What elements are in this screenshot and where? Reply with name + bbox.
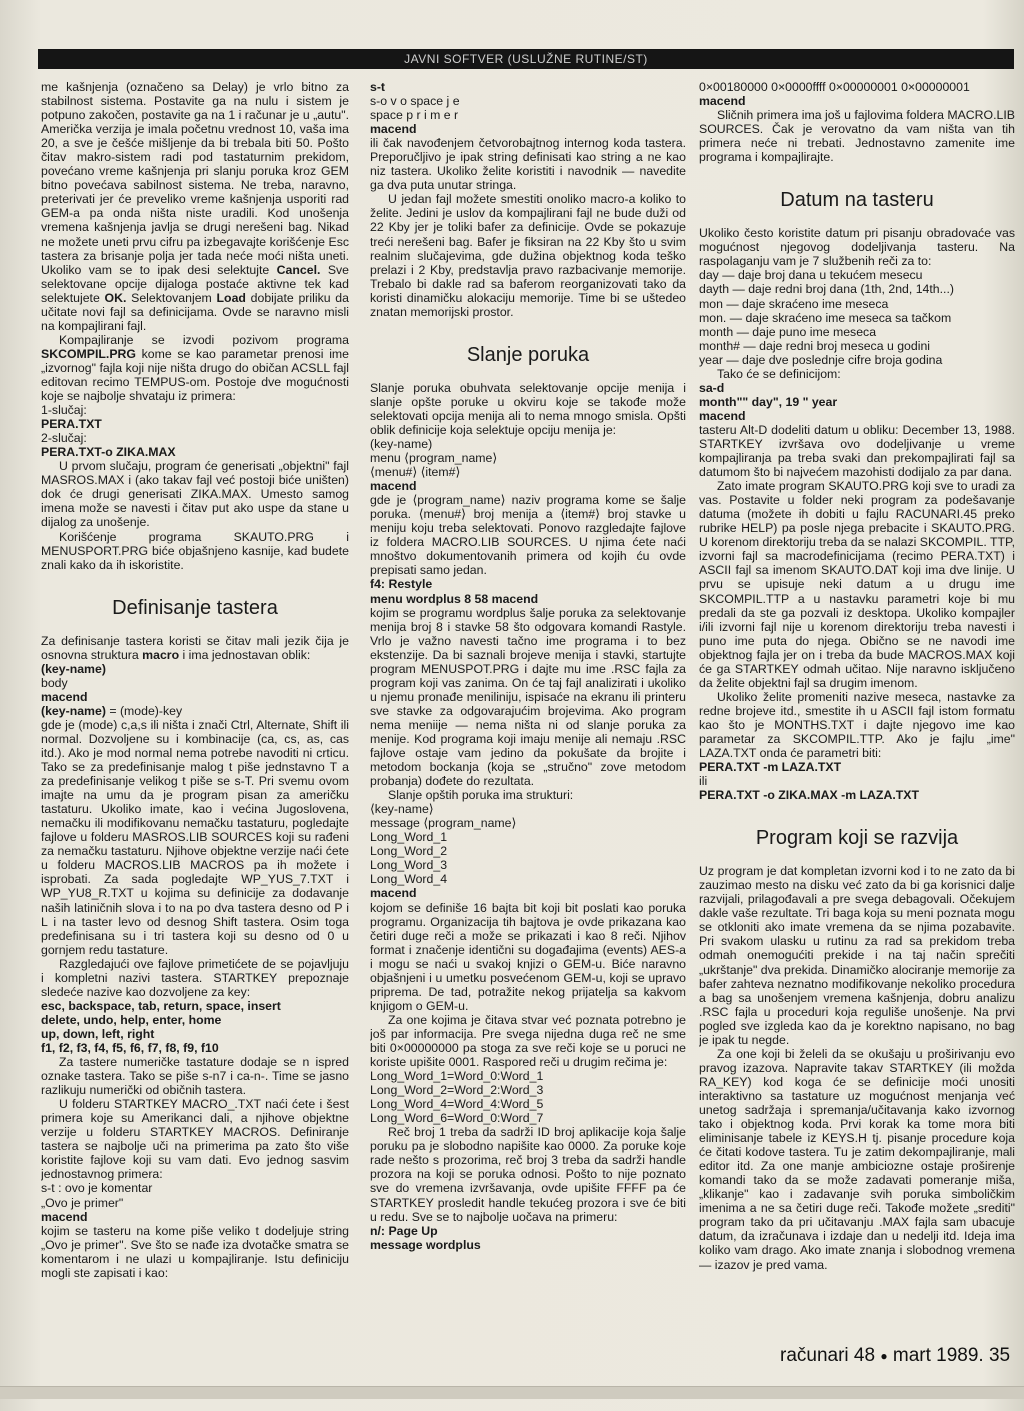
key-list: up, down, left, right — [41, 1026, 155, 1041]
code-line: Long_Word_2 — [370, 844, 448, 859]
section-heading: Slanje poruka — [466, 343, 590, 366]
code-line: Long_Word_2=Word_2:Word_3 — [370, 1083, 544, 1098]
code-line: „Ovo je primer" — [41, 1195, 124, 1210]
case-label: 1-slučaj: — [41, 403, 87, 418]
code-line: sa-d — [699, 380, 725, 395]
case-value: PERA.TXT — [41, 417, 102, 432]
code-line: space p r i m e r — [370, 108, 459, 123]
keyword-line: dayth — daje redni broj dana (1th, 2nd, 14th...) — [699, 282, 954, 297]
paragraph: tasteru Alt-D dodeliti datum u obliku: December 13, 1988. STARTKEY izvršava ovo dodeljivanje u vreme kompajliranja pa treba svaki dan prekompajlirati fajl sa datumom što bi najvećem mazohisti dodijalo za par dana. — [699, 422, 1015, 480]
code-line: PERA.TXT -o ZIKA.MAX -m LAZA.TXT — [699, 788, 919, 803]
paragraph: Tako će se definicijom: — [717, 366, 841, 381]
code-line: macend — [41, 689, 88, 704]
keyword-line: month — daje puno ime meseca — [699, 324, 877, 339]
code-line: (key-name) — [41, 661, 106, 676]
case-label: 2-slučaj: — [41, 431, 87, 446]
keyword-line: day — daje broj dana u tekućem mesecu — [699, 268, 923, 283]
section-heading: Datum na tasteru — [780, 189, 934, 212]
code-line: s-t — [370, 80, 386, 94]
code-line: menu ⟨program_name⟩ — [370, 451, 498, 466]
code-line: body — [41, 675, 68, 690]
paragraph: Reč broj 1 treba da sadrži ID broj aplikacije koja šalje poruku pa je slobodno napišite kao 0000. Za poruke koje rade nešto s prozorima, reč broj 3 treba da sadrži handle prozora na koji se poruka odnosi. Pošto to nije poznato sve do vremena izvršavanja, ovde upišite FFFF pa će STARTKEY prosledit handle tekućeg prozora i sve će biti u redu. Sve se to najbolje uočava na primeru: — [370, 1125, 686, 1224]
code-line: ⟨menu#⟩ ⟨item#⟩ — [370, 465, 461, 480]
code-line: Long_Word_3 — [370, 858, 448, 873]
code-line: macend — [41, 1209, 88, 1224]
paragraph: U folderu STARTKEY MACRO_.TXT naći ćete i šest primera koje su Amerikanci dali, a njihove objektne verzije u folderu STARTKEY MACROS. Definiranje tastera se najbolje uči na primerima pa zato što više koristite fajlove koji su vam dati. Evo jednog sasvim jednostavnog primera: — [41, 1097, 349, 1182]
paragraph: Ukoliko često koristite datum pri pisanju obradovaće vas mogućnost njegovog dodeljivanja tasteru. Na raspolaganju vam je 7 službenih reči za to: — [699, 226, 1015, 269]
paragraph: gde je (mode) c,a,s ili ništa i znači Ctrl, Alternate, Shift ili normal. Dozvoljene su i kombinacije (ca, cs, as, cas itd.). Ako je mod normal nema potrebe navoditi ni crticu. Tako se za predefinisanje malog t piše jednstavno T a za predefinisanje velikog t piše se s-T. Pri svemu ovom imajte na umu da je program pisan za američku tastaturu. Ukoliko imate, kao i većina Jugoslovena, nemačku ili modifikovanu nemačku tastaturu, pogledajte fajlove u folderu MASROS.LIB SOURCES koji su rađeni za nemačku tastaturu. Njihove objektne verzije naći ćete u folderu MACROS.LIB MACROS pa ih možete i isprobati. Za sada pogledajte WP_YUS_7.TXT i WP_YU8_R.TXT u kojima su definicije za dodavanje naših latiničnih slova i to na po dva tastera desno od P i L i na taster levo od desnog Shift tastera. Osim toga predefinisana su i tri tastera koji su desno od 0 u gornjem redu tastature. — [41, 717, 349, 957]
page-number: 35 — [988, 1345, 1011, 1366]
code-line: n/: Page Up — [370, 1223, 438, 1238]
key-list: delete, undo, help, enter, home — [41, 1012, 222, 1027]
paragraph: Slanje opštih poruka ima strukturi: — [388, 788, 574, 803]
paragraph: Za definisanje tastera koristi se čitav mali jezik čija je osnovna struktura macro i ima jednostavan oblik: — [41, 633, 349, 662]
paragraph: ili čak navođenjem četvorobajtnog internog koda tastera. Preporučljivo je ipak string definisati kao string a ne kao niz tastera. Ukoliko želite koristiti i navodnik — navedite ga dva puta unutar stringa. — [370, 136, 686, 193]
column-1 — [41, 80, 349, 1380]
code-line: 0×00180000 0×0000ffff 0×00000001 0×00000001 — [699, 80, 970, 94]
code-line: (key-name) — [370, 436, 433, 451]
code-line: Long_Word_4=Word_4:Word_5 — [370, 1097, 544, 1112]
section-heading: Program koji se razvija — [755, 827, 959, 850]
code-line: macend — [699, 408, 746, 423]
code-line: s-o v o space j e — [370, 94, 460, 109]
code-line: macend — [370, 122, 417, 137]
paragraph: kojom se definiše 16 bajta bit koji bit poslati kao poruka programu. Organizacija tih bajtova je ovde prikazana kao četiri duge reči a može se prikazati i kao 8 reči. Njihov format i značenje identični su događajima (events) AES-a i mogu se naći u svakoj knjizi o GEM-u. Biće naravno objašnjeni i u umetku posvećenom GEM-u, koji se upravo priprema. De tad, potražite nekog prijatelja sa kakvom knjigom o GEM-u. — [370, 900, 686, 1013]
code-line: ili — [699, 774, 708, 789]
key-list: esc, backspace, tab, return, space, insert — [41, 998, 281, 1013]
paragraph: Kompajliranje se izvodi pozivom programa SKCOMPIL.PRG kome se kao parametar prenosi ime „izvornog" fajla koji nije ništa drugo do običan ACSLL fajl editovan recimo TEMPUS-om. Postoje dve mogućnosti koje se najbolje shvataju iz primera: — [41, 332, 349, 404]
page-edge — [0, 1386, 1024, 1399]
issue-date: mart 1989. — [892, 1345, 984, 1366]
code-line: month"" day", 19 " year — [699, 394, 838, 409]
section-header: JAVNI SOFTVER (USLUŽNE RUTINE/ST) — [38, 49, 1014, 69]
paragraph: kojim se tasteru na kome piše veliko t dodeljuje string „Ovo je primer". Sve što se nađe iza dvotačke smatra se komentarom i ne ulazi u kompajliranje. Istu definiciju mogli ste zapisati i kao: — [41, 1223, 349, 1280]
key-list: f1, f2, f3, f4, f5, f6, f7, f8, f9, f10 — [41, 1041, 219, 1055]
paragraph: Za tastere numeričke tastature dodaje se n ispred oznake tastera. Tako se piše s-n7 i ca-n-. Time se jasno razlikuju numerički od običnih tastera. — [41, 1055, 349, 1098]
code-line: s-t : ovo je komentar — [41, 1181, 153, 1196]
bullet-icon: ● — [880, 1348, 888, 1363]
keyword-line: month# — daje redni broj meseca u godini — [699, 338, 931, 353]
code-line: Long_Word_1=Word_0:Word_1 — [370, 1069, 544, 1084]
paragraph: Slanje poruka obuhvata selektovanje opcije menija i slanje opšte poruke u okviru koje se takođe može selektovati opcija menija ali to nema mnogo smisla. Opšti oblik definicije koja selektuje opciju menija je: — [370, 380, 686, 437]
column-3 — [699, 80, 1015, 1380]
paragraph: kojim se programu wordplus šalje poruka za selektovanje menija broj 8 i stavke 58 što odgovara komandi Rastyle. Vrlo je važno navesti tačno ime programa i to bez ekstenzije. Da bi saznali brojeve menija i stavki, startujte program MENUSPOT.PRG i dajte mu ime .RSC fajla za program koji vas zanima. On će taj fajl analizirati i ukoliko u njemu pronađe meniliniju, ispisaće na ekranu ili printeru sve stavke za odgovarajućim brojevima. Ako program nema meniije — nema ništa ni od slanje poruka za menije. Kod programa koji imaju menije ali nemaju .RSC fajlove ostaje vam jedino da pokušate da brojite i metodom bockanja (koja se „stručno" zove metodom probanja) dođete do rezultata. — [370, 605, 686, 789]
paragraph: Sličnih primera ima još u fajlovima foldera MACRO.LIB SOURCES. Čak je verovatno da vam ništa van tih primera neće ni trebati. Jednostavno zamenite ime programa i kompajlirajte. — [699, 108, 1015, 165]
code-line: Long_Word_4 — [370, 872, 448, 887]
code-line: (key-name) = (mode)-key — [41, 703, 183, 718]
paragraph: U jedan fajl možete smestiti onoliko macro-a koliko to želite. Jedini je uslov da kompajlirani fajl ne bude duži od 22 Kby jer je toliki bafer za definicije. Ovde se pokazuje treći nerešeni bag. Bafer je fiksiran na 22 Kby što u svim realnim slučajevima, gde dužina objektnog koda teško prelazi i 2 Kby, predstavlja pravo razbacivanje memorije. Trebalo bi dakle rad sa baferom reorganizovati tako da koristi dinamičku alokaciju memorije. Time bi se uštedeo znatan memorijski prostor. — [370, 192, 686, 319]
code-line: message ⟨program_name⟩ — [370, 816, 517, 831]
paragraph: Ukoliko želite promeniti nazive meseca, nastavke za redne brojeve itd., smestite ih u ASCII fajl istom formatu kao što je MONTHS.TXT i dajte njegovo ime kao parametar za SKCOMPIL.TTP. Ako je fajlu „ime" LAZA.TXT onda će parametri biti: — [699, 689, 1015, 761]
paragraph: Za one koji bi želeli da se okušaju u proširivanju evo pravog izazova. Napravite takav STARTKEY (ili možda RA_KEY) kod koga će se definicije moći unositi interaktivno sa tastature uz mogućnost menjanja već unetog sadržaja i spremanja/učitavanja kako izvornog tako i objektnog koda. Prvi korak ka tome mora biti eliminisanje tabele iz KEYS.H tj. pisanje procedure koja će čitati kodove tastera. Tu je zatim dekompajliranje, mali editor itd. Za one manje ambiciozne ostaje proširenje komandi tako da se može zadavati pomeranje miša, „klikanje" kao i zadavanje svih poruka simboličkim imenima a ne sa četiri duge reči. Takođe možete „srediti" program tako da pri učitavanju .MAX fajla sam ubacuje datum, da izračunava i izdaje dan u nedelji itd. Ideja ima koliko vam drago. Ako imate znanja i slobodnog vremena — izazov je pred vama. — [699, 1046, 1015, 1272]
paragraph: Korišćenje programa SKAUTO.PRG i MENUSPORT.PRG biće objašnjeno kasnije, kad budete znali kako da ih iskoristite. — [41, 529, 349, 572]
code-line: message wordplus — [370, 1237, 481, 1252]
paragraph: Razgledajući ove fajlove primetićete de se pojavljuju i kompletni nazivi tastera. STARTKEY prepoznaje sledeće nazive kao dozvoljene za key: — [41, 956, 349, 999]
section-heading: Definisanje tastera — [112, 596, 278, 619]
paragraph: gde je ⟨program_name⟩ naziv programa kome se šalje poruka. ⟨menu#⟩ broj menija a ⟨item#⟩ broj stavke u meniju koju treba selektovati. Ponovo razgledajte fajlove iz foldera MACRO.LIB SOURCES. U njima ćete naći mnoštvo dokumentovanih primera od kojih ću ovde prepisati samo jedan. — [370, 493, 686, 578]
paragraph: Zato imate program SKAUTO.PRG koji sve to uradi za vas. Postavite u folder neki program za podešavanje datuma (možete ih dobiti u fajlu RACUNARI.45 preko rubrike HELP) pa posle njega prebacite i SKAUTO.PRG. U korenom direktoriju treba da se nalazi SKCOMPIL. TTP, izvorni fajl sa macrodefinicijama (recimo PERA.TXT) i ASCII fajl sa imenom SKAUTO.DAT koji ima dve linije. U prvu se upisuje neki datum a u drugu ime SKCOMPIL.TTP a u nastavku parametri koje bi mu predali da ste ga pozvali iz desktopa. Ukoliko kompajler i/ili izvorni fajl nije u korenom direktoriju treba navesti i puno ime puta do njega. Obično se ne navodi ime objektnog fajla jer on i treba da bude MACROS.MAX koji će ga STARTKEY odmah učitao. Nije naravno isključeno da želite objektni fajl sa drugim imenom. — [699, 479, 1015, 690]
code-line: menu wordplus 8 58 macend — [370, 591, 539, 606]
keyword-line: year — daje dve poslednje cifre broja godina — [699, 352, 943, 367]
paragraph: Uz program je dat kompletan izvorni kod i to ne zato da bi zauzimao mesto na disku već zato da bi ga korisnici dalje razvijali, prilagođavali a pre svega debagovali. Očekujem dakle vaše rezultate. Tri baga koja su meni poznata mogu se otkloniti ako imate vremena da se njima pozabavite. Pri svakom ulasku u rutinu za rad sa prekidom treba odmah onemogućiti prekide i na taj način sprečiti „ukrštanje" dva prekida. Dinamičko alociranje memorije za bafer zahteva neznatno modifikovanje nekoliko procedura a bag sa unošenjem vremena kašnjenja, dobru analizu .RSC fajla u proceduri koja reguliše unošenje. Na prvi pogled sve izgleda kao da je korektno napisano, no bag je ipak tu negde. — [699, 864, 1015, 1047]
paragraph: Za one kojima je čitava stvar već poznata potrebno je još par informacija. Pre svega nijedna duga reč ne sme biti 0×00000000 pa stoga za sve reči koje se u poruci ne koriste upišite 0001. Raspored reči u drugim rečima je: — [370, 1012, 686, 1070]
code-line: macend — [699, 94, 746, 109]
code-line: Long_Word_1 — [370, 830, 448, 845]
code-line: Long_Word_6=Word_0:Word_7 — [370, 1111, 544, 1126]
column-2 — [370, 80, 686, 1380]
code-line: macend — [370, 479, 417, 494]
code-line: macend — [370, 886, 417, 901]
paragraph: U prvom slučaju, program će generisati „objektni" fajl MASROS.MAX i (ako takav fajl već postoji biće uništen) dok će drugi generisati ZIKA.MAX. Umesto samog imena može se navesti i čitav put ako uspe da stane u dijalog za unošenje. — [41, 459, 349, 530]
code-line: f4: Restyle — [370, 577, 433, 592]
keyword-line: mon. — daje skraćeno ime meseca sa tačkom — [699, 310, 952, 325]
page-footer — [780, 1345, 1010, 1367]
code-line: PERA.TXT -m LAZA.TXT — [699, 760, 842, 775]
case-value: PERA.TXT-o ZIKA.MAX — [41, 445, 176, 460]
paragraph: me kašnjenja (označeno sa Delay) je vrlo bitno za stabilnost sistema. Postavite ga na nulu i sistem je potpuno zakočen, postavite ga na 1 i računar je u „autu". Američka verzija je imala početnu vrednost 10, vaša ima 20, a sve je češće mišljenje da bi trebala biti 50. Pošto čitav makro-sistem radi pod tastaturnim prekidom, povećano vreme kašnjenja pri slanju poruka kroz GEM bitno povećava sabilnost sistema. Ne treba, naravno, preterivati jer će preveliko vreme kašnjenja usporiti rad GEM-a pa onda ništa niste uradili. Kod unošenja vremena kašnjenja javlja se drugi nerešeni bag. Nikad ne možete uneti prvu cifru pa izbegavajte korišćenje Esc tastera za brisanje polja jer tada neće moći ništa uneti. Ukoliko vam se to ipak desi selektujte Cancel. Sve selektovane opcije dijaloga postaće aktivne tek kad selektujete OK. Selektovanjem Load dobijate priliku da učitate novi fajl sa definicijama. Ovde se naravno misli na kompajlirani fajl. — [41, 80, 349, 333]
code-line: ⟨key-name⟩ — [370, 802, 434, 817]
keyword-line: mon — daje skraćeno ime meseca — [699, 296, 889, 311]
magazine-name: računari 48 — [780, 1345, 876, 1366]
